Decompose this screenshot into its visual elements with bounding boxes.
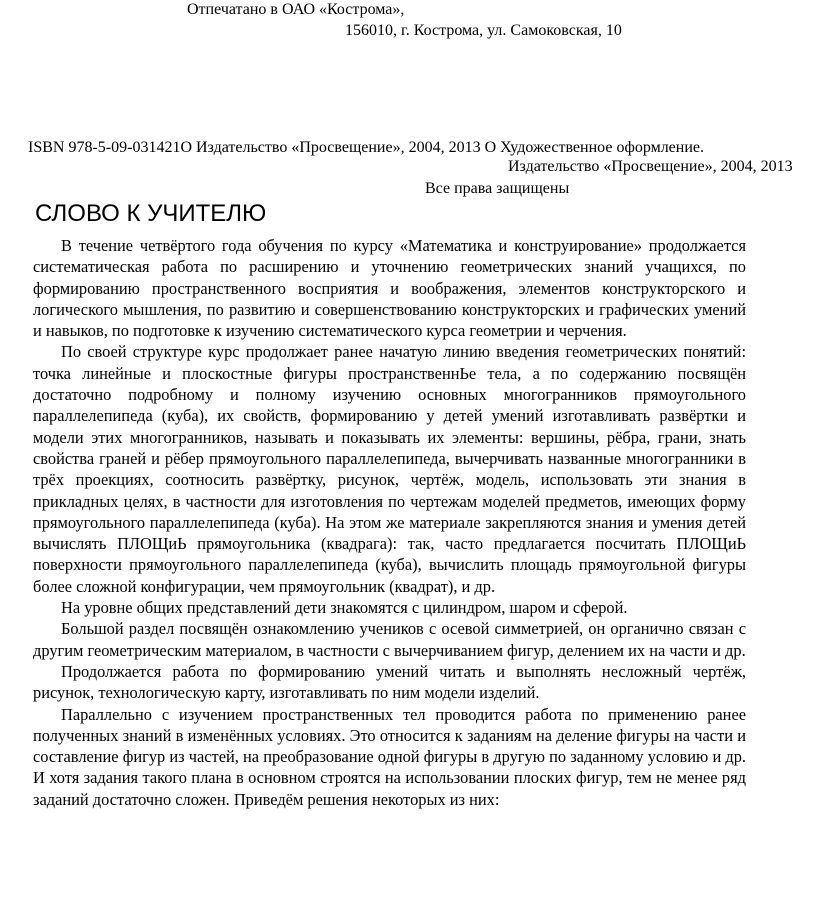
paragraph: Параллельно с изучением пространственных тел проводится работа по применению ранее полученных знаний в изменённых условиях. Это относится к заданиям на деление фигуры на части и составление фигур из частей, на преобразование одной фигуры в другую по заданному условию и др. И хотя задания такого плана в основном строятся на использовании плоских фигур, тем не менее ряд заданий достаточно сложен. Приведём решения некоторых из них: [33, 704, 746, 809]
paragraph: В течение четвёртого года обучения по курсу «Математика и конструирование» продолжается систематическая работа по расширению и уточнению геометрических знаний учащихся, по формированию пространственного восприятия и воображения, элементов конструкторского и логического мышления, по развитию и совершенствованию конструкторских и графических умений и навыков, по подготовке к изучению систематического курса геометрии и черчения. [33, 236, 746, 341]
section-heading: СЛОВО К УЧИТЕЛЮ [35, 200, 267, 227]
body-text [33, 235, 746, 810]
isbn-copyright-line: ISBN 978-5-09-031421О Издательство «Просвещение», 2004, 2013 О Художественное оформление. [28, 139, 705, 156]
printer-name: Отпечатано в ОАО «Кострома», [187, 1, 405, 18]
publisher-copyright-line: Издательство «Просвещение», 2004, 2013 [508, 158, 793, 175]
paragraph: Большой раздел посвящён ознакомлению учеников с осевой симметрией, он органично связан с другим геометрическим материалом, в частности с вычерчиванием фигур, делением их на части и др. [33, 619, 746, 660]
paragraph: По своей структуре курс продолжает ранее начатую линию введения геометрических понятий: точка линейные и плоскостные фигуры пространственнЬе тела, а по содержанию посвящён достаточно подробному и полному изучению основных многогранников прямоугольного параллелепипеда (куба), их свойств, формированию у детей умений изготавливать развёртки и модели этих многогранников, называть и показывать их элементы: вершины, рёбра, грани, знать свойства граней и рёбер прямоугольного параллелепипеда, вычерчивать названные многогранники в трёх проекциях, соотносить развёртку, рисунок, чертёж, модель, использовать эти знания в прикладных целях, в частности для изготовления по чертежам моделей предметов, имеющих форму прямоугольного параллелепипеда (куба). На этом же материале закрепляются знания и умения детей вычислять ПЛОЩиЬ прямоугольника (квадрага): так, часто предлагается посчитать ПЛОЩиЬ поверхности прямоугольного параллелепипеда (куба), вычислить площадь прямоугольной фигуры более сложной конфигурации, чем прямоугольник (квадрат), и др. [33, 342, 746, 596]
paragraph: Продолжается работа по формированию умений читать и выполнять несложный чертёж, рисунок, технологическую карту, изготавливать по ним модели изделий. [33, 661, 746, 703]
paragraph: На уровне общих представлений дети знакомятся с цилиндром, шаром и сферой. [61, 598, 628, 618]
printer-address: 156010, г. Кострома, ул. Самоковская, 10 [345, 22, 622, 39]
rights-reserved: Все права защищены [425, 180, 570, 197]
